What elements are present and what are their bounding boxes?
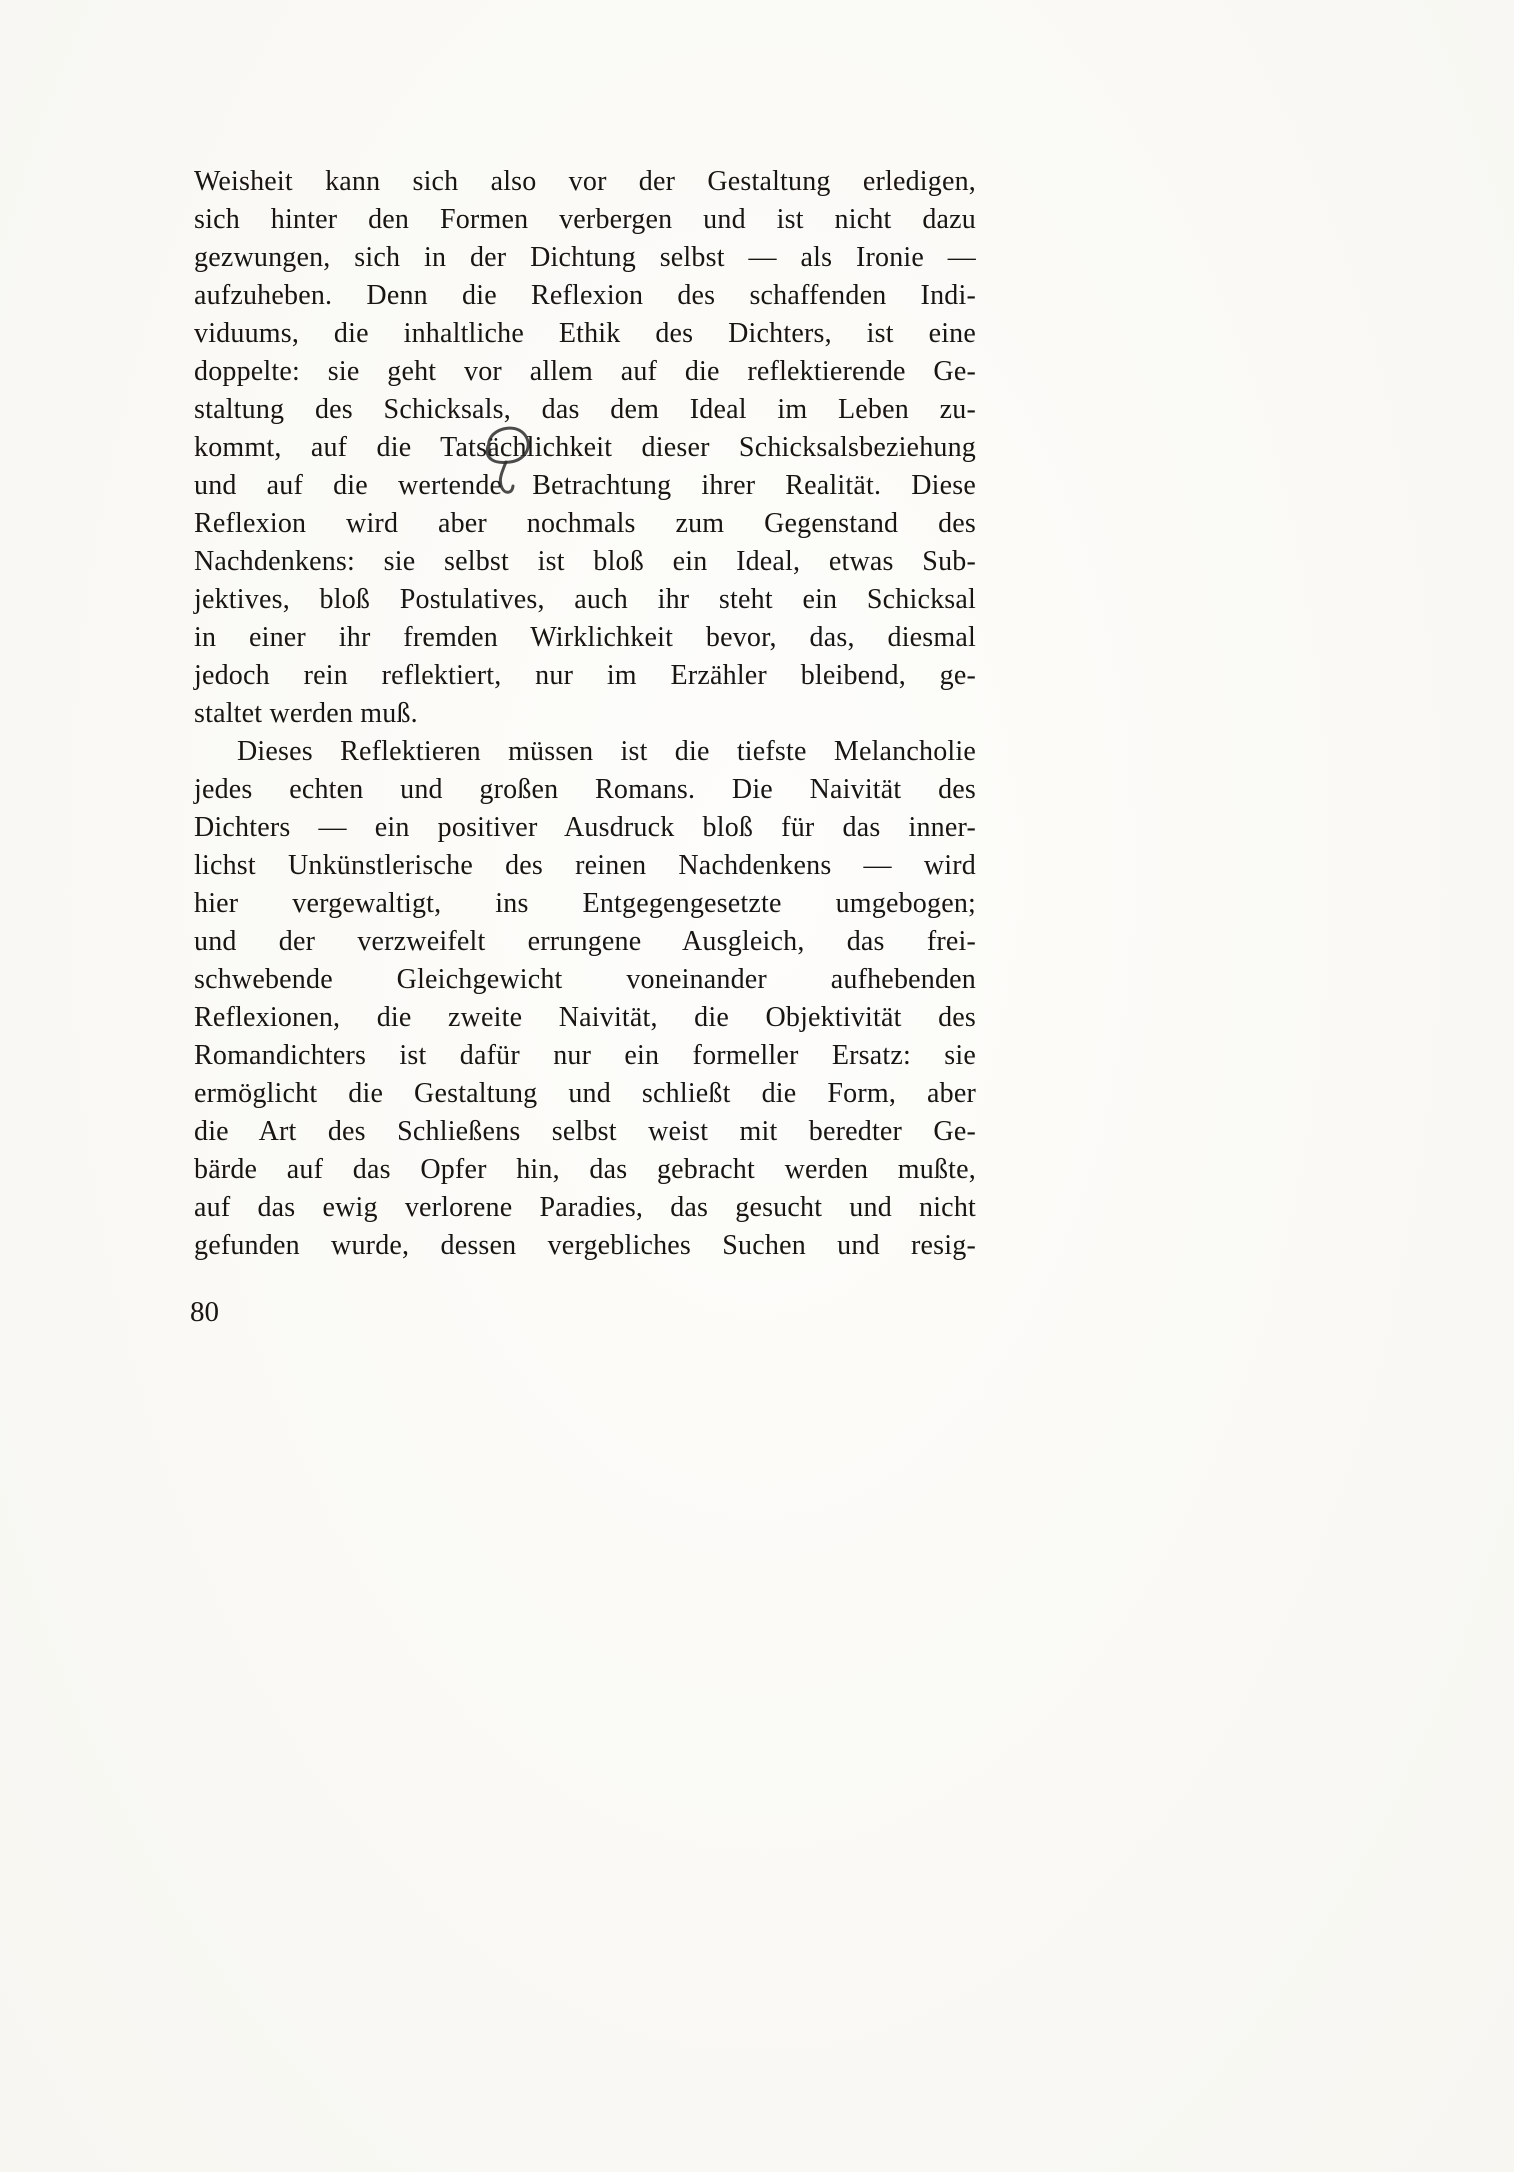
text-line: Dieses Reflektieren müssen ist die tiefste Melancholie [237,736,976,767]
text-line: und der verzweifelt errungene Ausgleich, das frei- [194,926,976,957]
text-line: kommt, auf die Tatsächlichkeit dieser Schicksalsbeziehung [194,432,976,463]
text-line: bärde auf das Opfer hin, das gebracht werden mußte, [194,1154,976,1185]
text-line: gezwungen, sich in der Dichtung selbst — als Ironie — [194,242,976,273]
text-line: jedoch rein reflektiert, nur im Erzähler bleibend, ge- [194,660,976,691]
text-line: schwebende Gleichgewicht voneinander aufhebenden [194,964,976,995]
text-line: Reflexion wird aber nochmals zum Gegenstand des [194,508,976,539]
text-line: Weisheit kann sich also vor der Gestaltung erledigen, [194,166,976,197]
text-line: sich hinter den Formen verbergen und ist nicht dazu [194,204,976,235]
text-line: doppelte: sie geht vor allem auf die reflektierende Ge- [194,356,976,387]
text-line: staltung des Schicksals, das dem Ideal im Leben zu- [194,394,976,425]
text-line: hier vergewaltigt, ins Entgegengesetzte umgebogen; [194,888,976,919]
text-line: viduums, die inhaltliche Ethik des Dichters, ist eine [194,318,976,349]
text-line: lichst Unkünstlerische des reinen Nachdenkens — wird [194,850,976,881]
text-line: und auf die wertende Betrachtung ihrer Realität. Diese [194,470,976,501]
text-line: in einer ihr fremden Wirklichkeit bevor, das, diesmal [194,622,976,653]
text-line: Nachdenkens: sie selbst ist bloß ein Ideal, etwas Sub- [194,546,976,577]
text-line: staltet werden muß. [194,698,418,729]
body-text [194,163,976,1265]
text-line: jedes echten und großen Romans. Die Naivität des [194,774,976,805]
text-line: ermöglicht die Gestaltung und schließt die Form, aber [194,1078,976,1109]
text-line: auf das ewig verlorene Paradies, das gesucht und nicht [194,1192,976,1223]
page-number: 80 [190,1296,219,1328]
text-line: gefunden wurde, dessen vergebliches Suchen und resig- [194,1230,976,1261]
text-line: Reflexionen, die zweite Naivität, die Objektivität des [194,1002,976,1033]
text-line: Romandichters ist dafür nur ein formeller Ersatz: sie [194,1040,976,1071]
text-line: jektives, bloß Postulatives, auch ihr steht ein Schicksal [194,584,976,615]
text-line: die Art des Schließens selbst weist mit beredter Ge- [194,1116,976,1147]
text-line: Dichters — ein positiver Ausdruck bloß für das inner- [194,812,976,843]
text-line: aufzuheben. Denn die Reflexion des schaffenden Indi- [194,280,976,311]
